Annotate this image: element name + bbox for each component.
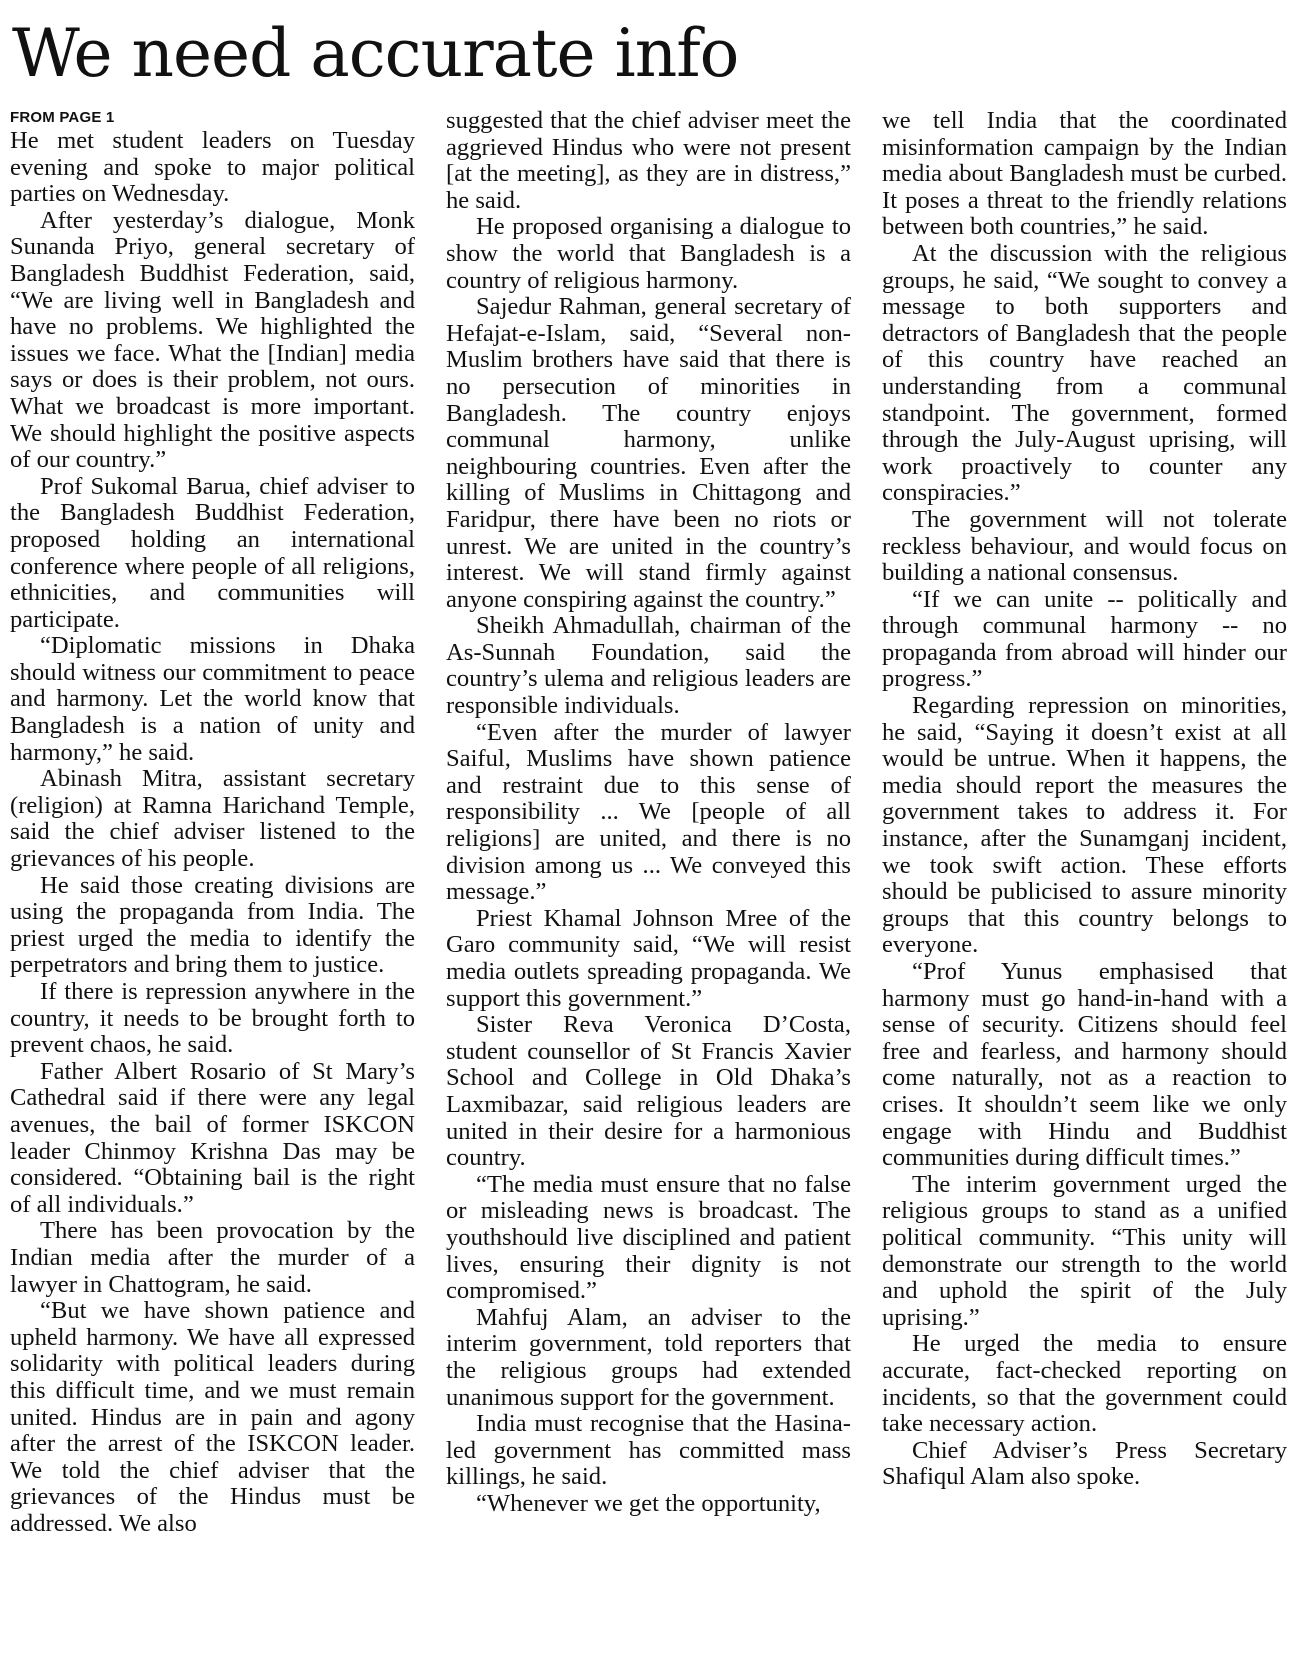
paragraph: Priest Khamal Johnson Mree of the Garo community said, “We will resist media outlets spreading propaganda. We support this government.” (446, 904, 851, 1012)
paragraph: There has been provocation by the Indian media after the murder of a lawyer in Chattogram, he said. (10, 1217, 415, 1298)
paragraph: He proposed organising a dialogue to show the world that Bangladesh is a country of religious harmony. (446, 213, 851, 294)
paragraph: Abinash Mitra, assistant secretary (religion) at Ramna Harichand Temple, said the chief adviser listened to the grievances of his people. (10, 765, 415, 873)
column-1 (10, 108, 415, 1648)
paragraph: Father Albert Rosario of St Mary’s Cathedral said if there were any legal avenues, the bail of former ISKCON leader Chinmoy Krishna Das may be considered. “Obtaining bail is the right of all individuals.” (10, 1057, 415, 1218)
paragraph: Sister Reva Veronica D’Costa, student counsellor of St Francis Xavier School and College in Old Dhaka’s Laxmibazar, said religious leaders are united in their desire for a harmonious country. (446, 1011, 851, 1172)
paragraph: Mahfuj Alam, an adviser to the interim government, told reporters that the religious groups had extended unanimous support for the government. (446, 1303, 851, 1411)
paragraph: “Prof Yunus emphasised that harmony must go hand-in-hand with a sense of security. Citizens should feel free and fearless, and harmony should come naturally, not as a reaction to crises. It shouldn’t seem like we only engage with Hindu and Buddhist communities during difficult times.” (882, 958, 1287, 1172)
paragraph: “The media must ensure that no false or misleading news is broadcast. The youthshould live disciplined and patient lives, ensuring their dignity is not compromised.” (446, 1170, 851, 1305)
paragraph: After yesterday’s dialogue, Monk Sunanda Priyo, general secretary of Bangladesh Buddhist Federation, said, “We are living well in Bangladesh and have no problems. We highlighted the issues we face. What the [Indian] media says or does is their problem, not ours. What we broadcast is more important. We should highlight the positive aspects of our country.” (10, 206, 415, 474)
column-2 (446, 108, 851, 1648)
paragraph: Chief Adviser’s Press Secretary Shafiqul Alam also spoke. (882, 1436, 1287, 1491)
paragraph: Sajedur Rahman, general secretary of Hefajat-e-Islam, said, “Several non-Muslim brothers have said that there is no persecution of minorities in Bangladesh. The country enjoys communal harmony, unlike neighbouring countries. Even after the killing of Muslims in Chittagong and Faridpur, there have been no riots or unrest. We are united in the country’s interest. We will stand firmly against anyone conspiring against the country.” (446, 293, 851, 613)
column-3 (882, 108, 1287, 1648)
paragraph: The government will not tolerate reckless behaviour, and would focus on building a national consensus. (882, 505, 1287, 587)
dateline: FROM PAGE 1 (10, 109, 115, 126)
paragraph: “Even after the murder of lawyer Saiful, Muslims have shown patience and restraint due to this sense of responsibility ... We [people of all religions] are united, and there is no division among us ... We conveyed this message.” (446, 718, 851, 906)
paragraph: “Whenever we get the opportunity, (476, 1489, 821, 1517)
paragraph: At the discussion with the religious groups, he said, “We sought to convey a message to both supporters and detractors of Bangladesh that the people of this country have reached an understanding from a communal standpoint. The government, formed through the July-August uprising, will work proactively to counter any conspiracies.” (882, 239, 1287, 507)
paragraph: He said those creating divisions are using the propaganda from India. The priest urged the media to identify the perpetrators and bring them to justice. (10, 871, 415, 979)
article-headline: We need accurate info (12, 15, 739, 92)
paragraph: Prof Sukomal Barua, chief adviser to the Bangladesh Buddhist Federation, proposed holding an international conference where people of all religions, ethnicities, and communities will participate. (10, 472, 415, 633)
paragraph: “Diplomatic missions in Dhaka should witness our commitment to peace and harmony. Let the world know that Bangladesh is a nation of unity and harmony,” he said. (10, 632, 415, 766)
paragraph: we tell India that the coordinated misinformation campaign by the Indian media about Bangladesh must be curbed. It poses a threat to the friendly relations between both countries,” he said. (882, 108, 1287, 241)
paragraph: “If we can unite -- politically and through communal harmony -- no propaganda from abroad will hinder our progress.” (882, 585, 1287, 693)
paragraph: suggested that the chief adviser meet the aggrieved Hindus who were not present [at the meeting], as they are in distress,” he said. (446, 108, 851, 214)
paragraph: India must recognise that the Hasina-led government has committed mass killings, he said. (446, 1410, 851, 1491)
paragraph: He met student leaders on Tuesday evening and spoke to major political parties on Wednesday. (10, 127, 415, 208)
paragraph: If there is repression anywhere in the country, it needs to be brought forth to prevent chaos, he said. (10, 978, 415, 1059)
article-body (10, 108, 1292, 1648)
paragraph: He urged the media to ensure accurate, fact-checked reporting on incidents, so that the government could take necessary action. (882, 1330, 1287, 1438)
paragraph: “But we have shown patience and upheld harmony. We have all expressed solidarity with political leaders during this difficult time, and we must remain united. Hindus are in pain and agony after the arrest of the ISKCON leader. We told the chief adviser that the grievances of the Hindus must be addressed. We also (10, 1297, 415, 1537)
paragraph: Regarding repression on minorities, he said, “Saying it doesn’t exist at all would be untrue. When it happens, the media should report the measures the government takes to address it. For instance, after the Sunamganj incident, we took swift action. These efforts should be publicised to assure minority groups that this country belongs to everyone. (882, 692, 1287, 959)
paragraph: The interim government urged the religious groups to stand as a unified political community. “This unity will demonstrate our strength to the world and uphold the spirit of the July uprising.” (882, 1170, 1287, 1331)
paragraph: Sheikh Ahmadullah, chairman of the As-Sunnah Foundation, said the country’s ulema and religious leaders are responsible individuals. (446, 612, 851, 720)
